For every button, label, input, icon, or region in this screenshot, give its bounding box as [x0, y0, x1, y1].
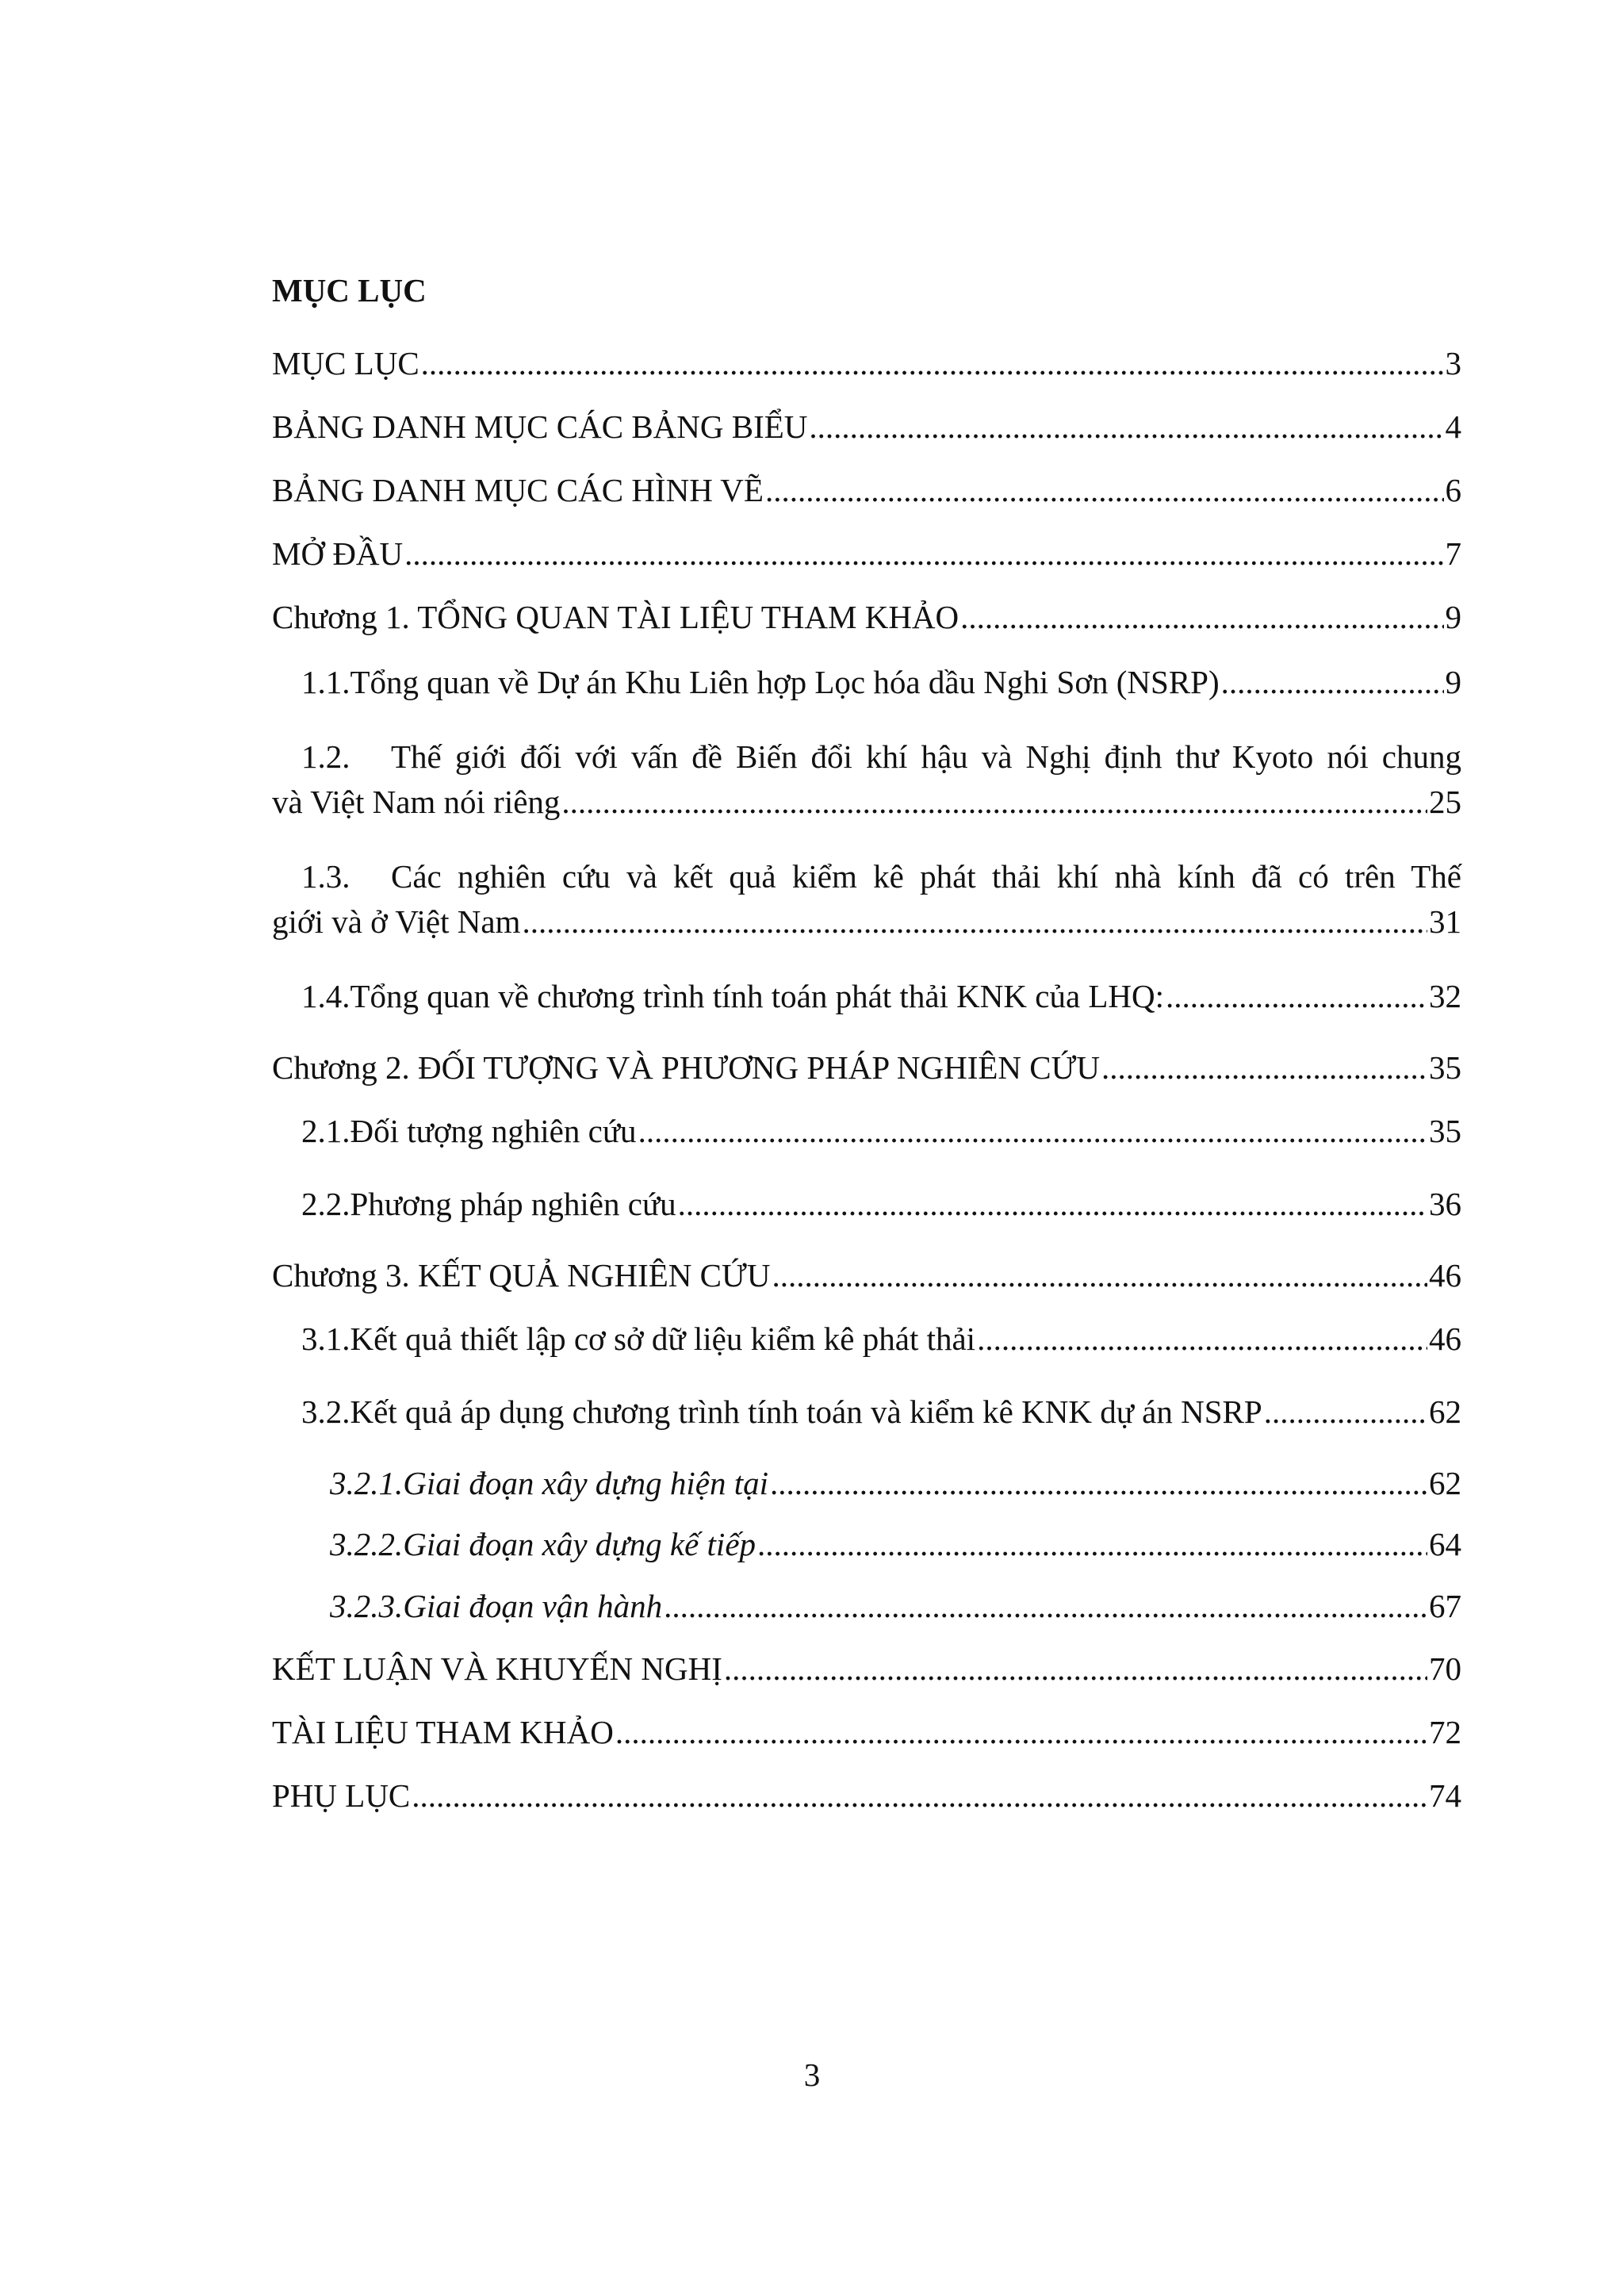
toc-entry-page: 46: [1429, 1257, 1461, 1294]
toc-leader-dots: [1221, 660, 1444, 705]
toc-entry-muc-luc[interactable]: [272, 341, 1461, 386]
toc-entry-page: 35: [1429, 1049, 1461, 1086]
toc-entry-page: 62: [1429, 1393, 1461, 1430]
toc-entry-page: 9: [1445, 599, 1461, 635]
toc-leader-dots: [724, 1646, 1427, 1692]
toc-entry-title: và Việt Nam nói riêng: [272, 784, 561, 820]
toc-leader-dots: [638, 1109, 1427, 1154]
toc-leader-dots: [522, 899, 1427, 945]
toc-leader-dots: [977, 1317, 1427, 1362]
table-of-contents: [272, 0, 1461, 1983]
toc-entry-title: BẢNG DANH MỤC CÁC HÌNH VẼ: [272, 472, 764, 508]
toc-entry-title: KẾT LUẬN VÀ KHUYẾN NGHỊ: [272, 1650, 722, 1687]
toc-entry-chuong-1[interactable]: [272, 595, 1461, 640]
toc-entry-title: Giai đoạn xây dựng kế tiếp: [403, 1526, 756, 1562]
toc-leader-dots: [412, 1773, 1427, 1819]
toc-entry-page: 72: [1429, 1714, 1461, 1750]
toc-entry-page: 46: [1429, 1320, 1461, 1357]
toc-leader-dots: [421, 341, 1444, 386]
toc-entry-page: 35: [1429, 1113, 1461, 1149]
toc-entry-page: 6: [1445, 472, 1461, 508]
toc-entry-page: 25: [1429, 784, 1461, 820]
toc-entry-1-4[interactable]: [301, 974, 1461, 1019]
toc-entry-page: 31: [1429, 903, 1461, 940]
toc-leader-dots: [960, 595, 1443, 640]
toc-entry-title: Các nghiên cứu và kết quả kiểm kê phát thải khí nhà kính đã có trên Thế: [391, 858, 1461, 895]
toc-entry-1-1[interactable]: [301, 660, 1461, 705]
toc-entry-title: Giai đoạn xây dựng hiện tại: [403, 1465, 769, 1501]
toc-entry-2-2[interactable]: [301, 1182, 1461, 1227]
toc-entry-number: 2.2.: [301, 1186, 350, 1222]
toc-entry-page: 67: [1429, 1588, 1461, 1624]
toc-entry-title: Phương pháp nghiên cứu: [350, 1186, 676, 1222]
toc-entry-1-2-line1[interactable]: [301, 734, 1461, 780]
toc-entry-number: 2.1.: [301, 1113, 350, 1149]
toc-entry-phu-luc[interactable]: [272, 1773, 1461, 1819]
toc-entry-title: Thế giới đối với vấn đề Biến đổi khí hậu và Nghị định thư Kyoto nói chung: [391, 738, 1461, 775]
toc-entry-page: 32: [1429, 978, 1461, 1014]
toc-entry-title: Tổng quan về Dự án Khu Liên hợp Lọc hóa dầu Nghi Sơn (NSRP): [350, 664, 1220, 700]
toc-entry-1-2-line2[interactable]: [272, 780, 1461, 825]
toc-entry-title: BẢNG DANH MỤC CÁC BẢNG BIỂU: [272, 408, 808, 445]
toc-entry-tai-lieu[interactable]: [272, 1710, 1461, 1755]
toc-leader-dots: [1101, 1045, 1427, 1091]
toc-entry-title: giới và ở Việt Nam: [272, 903, 521, 940]
toc-entry-3-2-2[interactable]: [330, 1522, 1461, 1567]
toc-entry-title: PHỤ LỤC: [272, 1777, 411, 1814]
toc-entry-page: 62: [1429, 1465, 1461, 1501]
toc-leader-dots: [770, 1461, 1427, 1506]
toc-entry-1-3-line1[interactable]: [301, 854, 1461, 899]
toc-entry-page: 3: [1445, 345, 1461, 381]
toc-entry-title: Chương 1. TỔNG QUAN TÀI LIỆU THAM KHẢO: [272, 599, 959, 635]
toc-entry-title: Kết quả thiết lập cơ sở dữ liệu kiểm kê phát thải: [350, 1320, 976, 1357]
toc-entry-page: 64: [1429, 1526, 1461, 1562]
toc-entry-page: 74: [1429, 1777, 1461, 1814]
toc-leader-dots: [772, 1253, 1427, 1298]
toc-entry-chuong-3[interactable]: [272, 1253, 1461, 1298]
toc-leader-dots: [404, 531, 1443, 577]
toc-entry-number: 1.4.: [301, 978, 350, 1014]
toc-entry-title: Chương 2. ĐỐI TƯỢNG VÀ PHƯƠNG PHÁP NGHIÊN CỨU: [272, 1049, 1101, 1086]
toc-entry-number: 1.2.: [301, 738, 350, 775]
toc-entry-number: 1.3.: [301, 858, 350, 895]
toc-entry-number: 3.1.: [301, 1320, 350, 1357]
toc-entry-hinh-ve[interactable]: [272, 468, 1461, 513]
toc-entry-mo-dau[interactable]: [272, 531, 1461, 577]
toc-entry-ket-luan[interactable]: [272, 1646, 1461, 1692]
toc-leader-dots: [1264, 1389, 1427, 1435]
toc-entry-page: 7: [1445, 535, 1461, 572]
toc-entry-page: 4: [1445, 408, 1461, 445]
toc-entry-page: 70: [1429, 1650, 1461, 1687]
toc-leader-dots: [678, 1182, 1427, 1227]
toc-entry-title: Chương 3. KẾT QUẢ NGHIÊN CỨU: [272, 1257, 771, 1294]
toc-entry-page: 36: [1429, 1186, 1461, 1222]
toc-leader-dots: [561, 780, 1427, 825]
toc-entry-number: 3.2.2.: [330, 1526, 404, 1562]
toc-entry-2-1[interactable]: [301, 1109, 1461, 1154]
toc-leader-dots: [664, 1584, 1427, 1629]
toc-entry-3-2-1[interactable]: [330, 1461, 1461, 1506]
toc-entry-title: Đối tượng nghiên cứu: [350, 1113, 637, 1149]
toc-leader-dots: [757, 1522, 1427, 1567]
toc-leader-dots: [615, 1710, 1427, 1755]
toc-entry-number: 1.1.: [301, 664, 350, 700]
toc-heading: MỤC LỤC: [272, 272, 427, 309]
toc-entry-title: MỞ ĐẦU: [272, 535, 404, 572]
toc-entry-title: MỤC LỤC: [272, 345, 419, 381]
page-number: 3: [803, 2056, 821, 2093]
toc-leader-dots: [809, 404, 1443, 450]
toc-entry-1-3-line2[interactable]: [272, 899, 1461, 945]
toc-entry-title: Tổng quan về chương trình tính toán phát thải KNK của LHQ:: [350, 978, 1165, 1014]
toc-entry-title: TÀI LIỆU THAM KHẢO: [272, 1714, 614, 1750]
toc-leader-dots: [765, 468, 1444, 513]
toc-entry-page: 9: [1445, 664, 1461, 700]
toc-entry-number: 3.2.1.: [330, 1465, 404, 1501]
toc-entry-bang-bieu[interactable]: [272, 404, 1461, 450]
toc-entry-3-2-3[interactable]: [330, 1584, 1461, 1629]
toc-entry-title: Giai đoạn vận hành: [403, 1588, 663, 1624]
toc-entry-title: Kết quả áp dụng chương trình tính toán và kiểm kê KNK dự án NSRP: [350, 1393, 1262, 1430]
toc-leader-dots: [1166, 974, 1427, 1019]
toc-entry-number: 3.2.: [301, 1393, 350, 1430]
toc-entry-chuong-2[interactable]: [272, 1045, 1461, 1091]
toc-entry-number: 3.2.3.: [330, 1588, 404, 1624]
toc-entry-3-1[interactable]: [301, 1317, 1461, 1362]
toc-entry-3-2[interactable]: [301, 1389, 1461, 1435]
